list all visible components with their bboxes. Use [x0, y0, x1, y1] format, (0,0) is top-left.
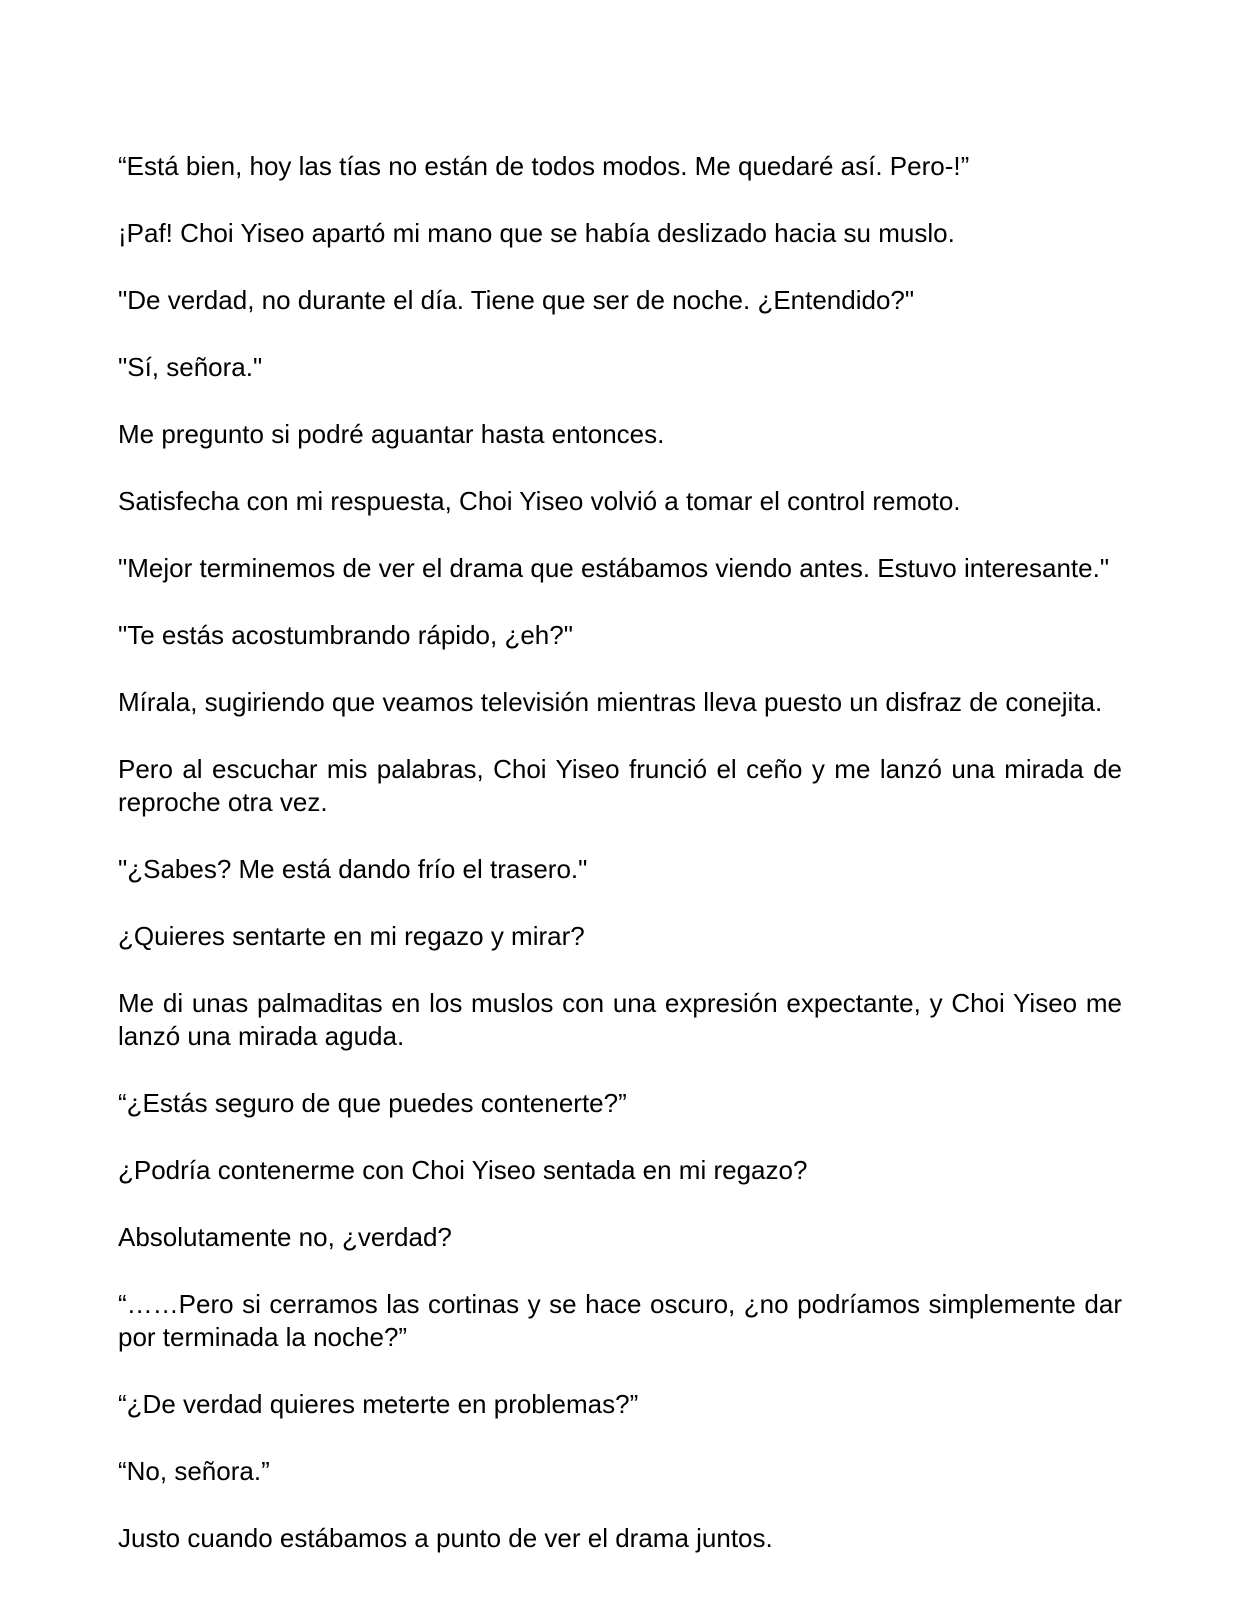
document-body [118, 150, 1122, 1589]
paragraph: Mírala, sugiriendo que veamos televisión mientras lleva puesto un disfraz de conejita. [118, 687, 1103, 717]
paragraph: "Sí, señora." [118, 352, 263, 382]
paragraph: "Mejor terminemos de ver el drama que estábamos viendo antes. Estuvo interesante." [118, 553, 1110, 583]
paragraph: “¿De verdad quieres meterte en problemas?” [118, 1389, 639, 1419]
paragraph: Justo cuando estábamos a punto de ver el drama juntos. [118, 1523, 773, 1553]
paragraph: ¡Paf! Choi Yiseo apartó mi mano que se había deslizado hacia su muslo. [118, 218, 955, 248]
paragraph: "Te estás acostumbrando rápido, ¿eh?" [118, 620, 573, 650]
paragraph: ¿Quieres sentarte en mi regazo y mirar? [118, 921, 585, 951]
paragraph: “No, señora.” [118, 1456, 270, 1486]
paragraph: Me di unas palmaditas en los muslos con una expresión expectante, y Choi Yiseo me lanzó una mirada aguda. [118, 988, 1122, 1051]
paragraph: "¿Sabes? Me está dando frío el trasero." [118, 854, 588, 884]
paragraph: “¿Estás seguro de que puedes contenerte?” [118, 1088, 627, 1118]
paragraph: Satisfecha con mi respuesta, Choi Yiseo volvió a tomar el control remoto. [118, 486, 961, 516]
paragraph: “Está bien, hoy las tías no están de todos modos. Me quedaré así. Pero-!” [118, 151, 970, 181]
paragraph: Me pregunto si podré aguantar hasta entonces. [118, 419, 665, 449]
paragraph: “……Pero si cerramos las cortinas y se hace oscuro, ¿no podríamos simplemente dar por terminada la noche?” [118, 1289, 1122, 1352]
paragraph: Absolutamente no, ¿verdad? [118, 1222, 452, 1252]
paragraph: ¿Podría contenerme con Choi Yiseo sentada en mi regazo? [118, 1155, 808, 1185]
paragraph: Pero al escuchar mis palabras, Choi Yiseo frunció el ceño y me lanzó una mirada de reproche otra vez. [118, 754, 1122, 817]
paragraph: "De verdad, no durante el día. Tiene que ser de noche. ¿Entendido?" [118, 285, 915, 315]
